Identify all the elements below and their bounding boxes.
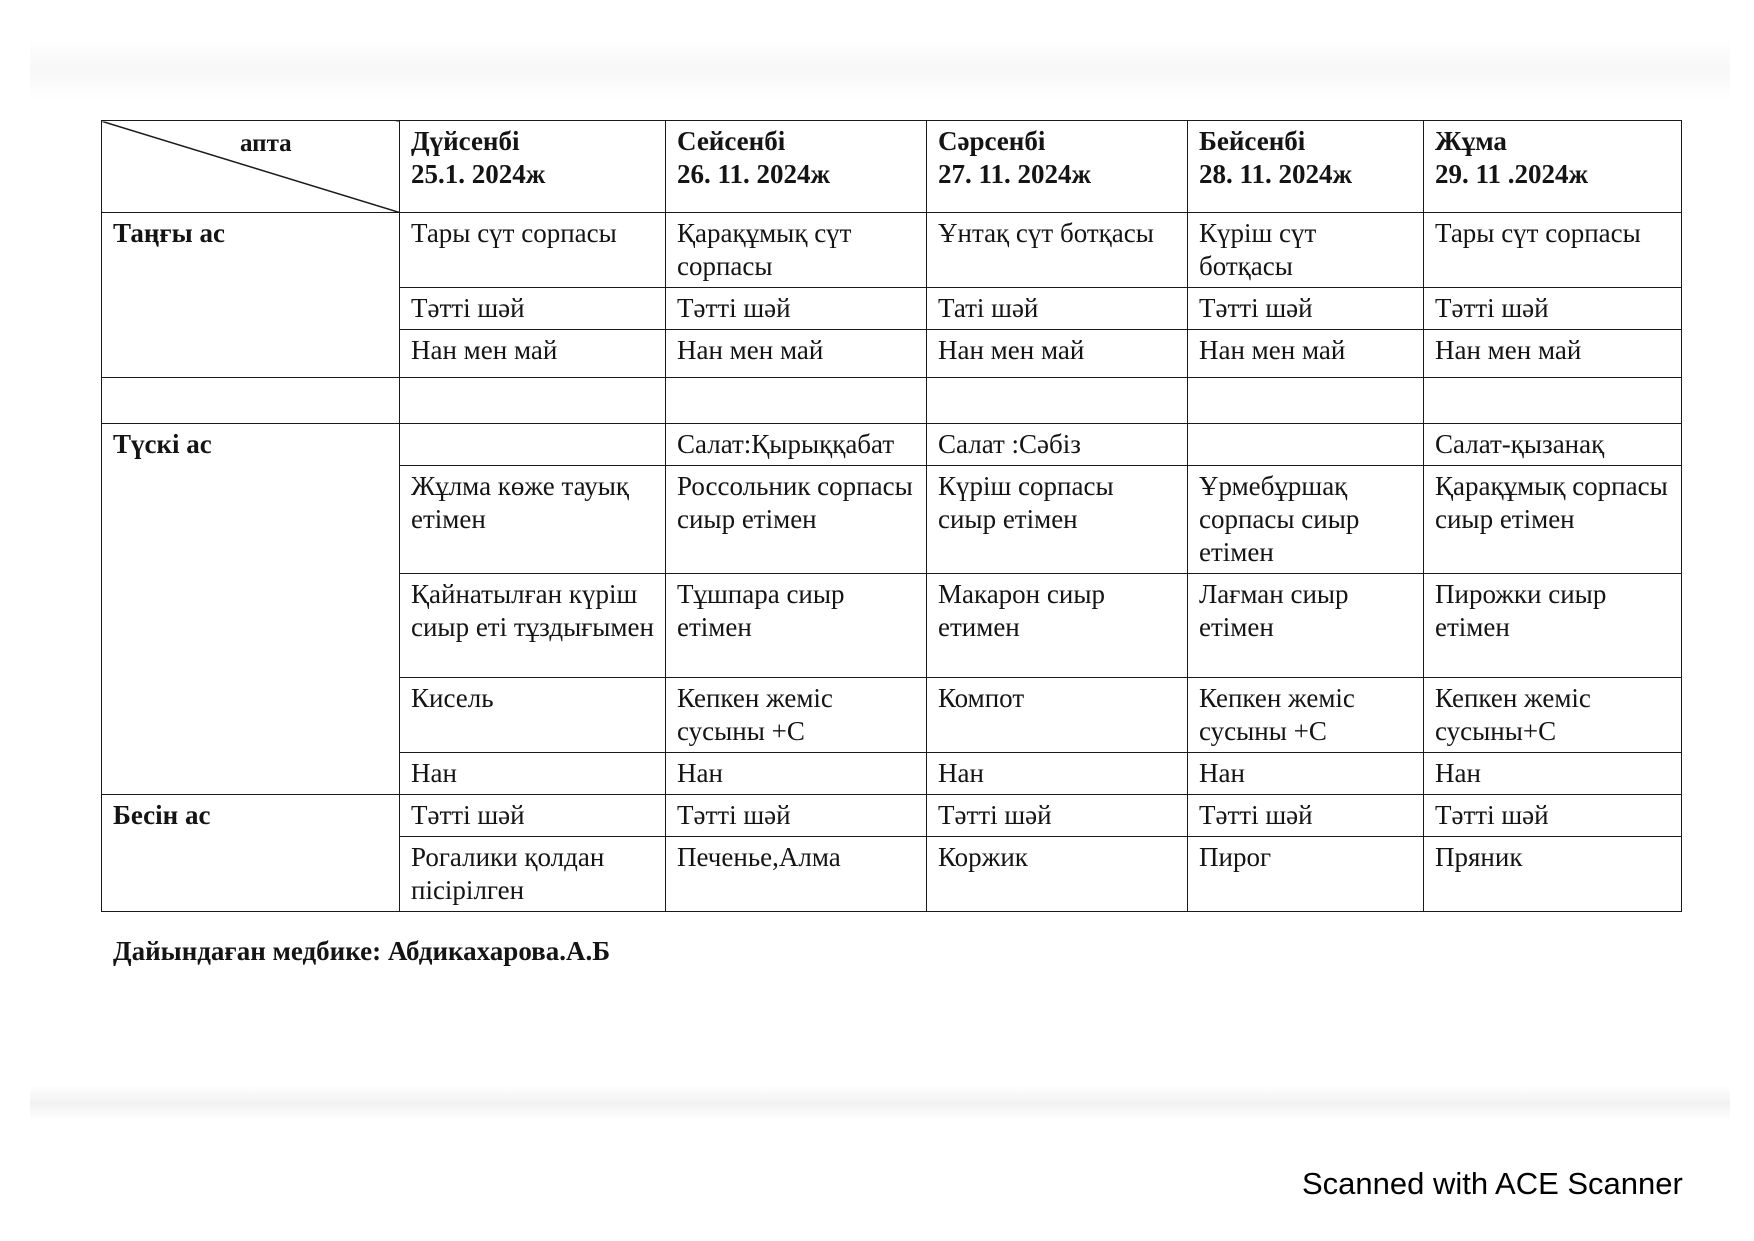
menu-cell: Нан мен май xyxy=(1188,330,1424,378)
menu-cell: Рогалики қолдан пісірілген xyxy=(400,837,666,912)
menu-cell: Таті шәй xyxy=(927,288,1188,330)
meal-label-lunch: Түскі ас xyxy=(102,424,400,795)
menu-cell: Коржик xyxy=(927,837,1188,912)
day-name: Сәрсенбі xyxy=(938,126,1046,156)
menu-cell: Пряник xyxy=(1424,837,1682,912)
menu-cell: Кепкен жеміс сусыны+С xyxy=(1424,678,1682,753)
day-header-thursday xyxy=(1188,121,1424,213)
menu-cell: Тәтті шәй xyxy=(927,795,1188,837)
menu-cell: Қарақұмық сүт сорпасы xyxy=(666,213,927,288)
week-label: апта xyxy=(240,130,292,157)
empty-cell xyxy=(927,378,1188,424)
table-row xyxy=(102,424,1682,466)
menu-cell: Тары сүт сорпасы xyxy=(400,213,666,288)
menu-cell: Тәтті шәй xyxy=(1188,288,1424,330)
menu-cell: Тәтті шәй xyxy=(1424,288,1682,330)
menu-cell: Жұлма көже тауық етімен xyxy=(400,466,666,574)
day-header-friday xyxy=(1424,121,1682,213)
menu-cell: Кепкен жеміс сусыны +С xyxy=(1188,678,1424,753)
menu-cell xyxy=(1188,424,1424,466)
day-header-wednesday xyxy=(927,121,1188,213)
day-name: Бейсенбі xyxy=(1199,126,1306,156)
menu-cell: Тұшпара сиыр етімен xyxy=(666,574,927,678)
menu-cell: Нан мен май xyxy=(666,330,927,378)
menu-cell xyxy=(400,424,666,466)
weekly-menu-table xyxy=(101,120,1682,912)
menu-cell: Салат:Қырыққабат xyxy=(666,424,927,466)
menu-cell: Компот xyxy=(927,678,1188,753)
empty-cell xyxy=(1188,378,1424,424)
menu-cell: Тәтті шәй xyxy=(1188,795,1424,837)
menu-cell: Макарон сиыр етимен xyxy=(927,574,1188,678)
menu-cell: Нан мен май xyxy=(400,330,666,378)
meal-label-snack: Бесін ас xyxy=(102,795,400,912)
menu-cell: Кисель xyxy=(400,678,666,753)
empty-cell xyxy=(666,378,927,424)
menu-cell: Ұнтақ сүт ботқасы xyxy=(927,213,1188,288)
menu-cell: Нан xyxy=(1424,753,1682,795)
menu-cell: Салат :Сәбіз xyxy=(927,424,1188,466)
menu-cell: Нан xyxy=(666,753,927,795)
menu-cell: Россольник сорпасы сиыр етімен xyxy=(666,466,927,574)
menu-cell: Қайнатылған күріш сиыр еті тұздығымен xyxy=(400,574,666,678)
day-date: 28. 11. 2024ж xyxy=(1199,159,1353,189)
menu-cell: Салат-қызанақ xyxy=(1424,424,1682,466)
menu-cell: Тәтті шәй xyxy=(666,288,927,330)
menu-cell: Күріш сүт ботқасы xyxy=(1188,213,1424,288)
empty-cell xyxy=(102,378,400,424)
day-name: Сейсенбі xyxy=(677,126,786,156)
prepared-by-note: Дайындаған медбике: Абдикахарова.А.Б xyxy=(113,936,611,966)
day-name: Дүйсенбі xyxy=(411,126,520,156)
menu-cell: Пирог xyxy=(1188,837,1424,912)
menu-cell: Нан xyxy=(927,753,1188,795)
menu-cell: Тәтті шәй xyxy=(400,288,666,330)
scan-shadow-top xyxy=(30,40,1730,100)
menu-cell: Тәтті шәй xyxy=(666,795,927,837)
menu-cell: Нан xyxy=(1188,753,1424,795)
table-row xyxy=(102,795,1682,837)
corner-cell xyxy=(102,121,400,213)
day-date: 27. 11. 2024ж xyxy=(938,159,1092,189)
menu-cell: Ұрмебұршақ сорпасы сиыр етімен xyxy=(1188,466,1424,574)
day-date: 29. 11 .2024ж xyxy=(1435,159,1589,189)
empty-row xyxy=(102,378,1682,424)
day-header-monday xyxy=(400,121,666,213)
menu-cell: Пирожки сиыр етімен xyxy=(1424,574,1682,678)
menu-cell: Қарақұмық сорпасы сиыр етімен xyxy=(1424,466,1682,574)
menu-cell: Нан xyxy=(400,753,666,795)
menu-cell: Лағман сиыр етімен xyxy=(1188,574,1424,678)
menu-cell: Тары сүт сорпасы xyxy=(1424,213,1682,288)
menu-cell: Нан мен май xyxy=(1424,330,1682,378)
day-header-tuesday xyxy=(666,121,927,213)
menu-cell: Нан мен май xyxy=(927,330,1188,378)
header-row xyxy=(102,121,1682,213)
menu-cell: Кепкен жеміс сусыны +С xyxy=(666,678,927,753)
day-date: 26. 11. 2024ж xyxy=(677,159,831,189)
day-date: 25.1. 2024ж xyxy=(411,159,546,189)
scan-shadow-bottom xyxy=(30,1085,1730,1121)
empty-cell xyxy=(400,378,666,424)
day-name: Жұма xyxy=(1435,126,1507,156)
menu-cell: Печенье,Алма xyxy=(666,837,927,912)
table-row xyxy=(102,213,1682,288)
empty-cell xyxy=(1424,378,1682,424)
meal-label-breakfast: Таңғы ас xyxy=(102,213,400,378)
menu-cell: Тәтті шәй xyxy=(1424,795,1682,837)
menu-cell: Тәтті шәй xyxy=(400,795,666,837)
scanner-watermark: Scanned with ACE Scanner xyxy=(1302,1166,1683,1201)
menu-cell: Күріш сорпасы сиыр етімен xyxy=(927,466,1188,574)
